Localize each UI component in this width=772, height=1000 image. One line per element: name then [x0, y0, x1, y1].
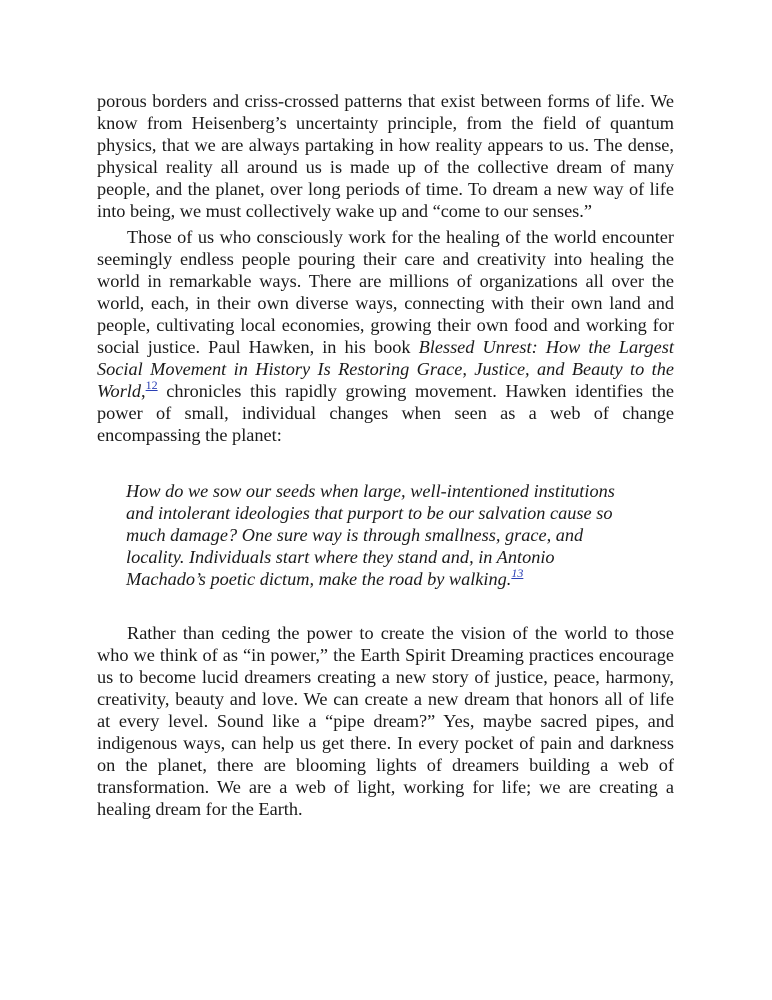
quote-line: much damage? One sure way is through smallness, grace, and: [126, 525, 584, 545]
quote-line: How do we sow our seeds when large, well-intentioned institutions: [126, 481, 615, 501]
hawken-quote: [126, 480, 634, 590]
paragraph-healing-world: [97, 226, 674, 446]
comma: ,: [141, 381, 146, 401]
quote-text: Machado’s poetic dictum, make the road by walking.: [126, 569, 512, 589]
paragraph-text: Those of us who consciously work for the healing of the world encounter seemingly endless people pouring their care and creativity into healing the world in remarkable ways. There are millions of organizations all over the world, each, in their own diverse ways, connecting with their own land and people, cultivating local economies, growing their own food and working for social justice. Paul Hawken, in his book: [97, 227, 674, 357]
footnote-link-12[interactable]: 12: [145, 377, 158, 392]
paragraph-text: chronicles this rapidly growing movement. Hawken identifies the power of small, individual changes when seen as a web of change encompassing the planet:: [97, 381, 674, 445]
paragraph-porous-borders: porous borders and criss-crossed patterns that exist between forms of life. We know from Heisenberg’s uncertainty principle, from the field of quantum physics, that we are always partaking in how reality appears to us. The dense, physical reality all around us is made up of the collective dream of many people, and the planet, over long periods of time. To dream a new way of life into being, we must collectively wake up and “come to our senses.”: [97, 91, 674, 221]
document-page: [97, 90, 674, 820]
paragraph-lucid-dreamers: Rather than ceding the power to create the vision of the world to those who we think of as “in power,” the Earth Spirit Dreaming practices encourage us to become lucid dreamers creating a new story of justice, peace, harmony, creativity, beauty and love. We can create a new dream that honors all of life at every level. Sound like a “pipe dream?” Yes, maybe sacred pipes, and indigenous ways, can help us get there. In every pocket of pain and darkness on the planet, there are blooming lights of dreamers building a web of transformation. We are a web of light, working for life; we are creating a healing dream for the Earth.: [97, 623, 674, 819]
quote-line: locality. Individuals start where they stand and, in Antonio: [126, 547, 555, 567]
quote-line-last: [126, 565, 634, 590]
quote-line: and intolerant ideologies that purport to be our salvation cause so: [126, 503, 613, 523]
footnote-link-13[interactable]: 13: [511, 565, 524, 580]
book-title: Blessed Unrest: How the Largest Social Movement in History Is Restoring Grace, Justice, and Beauty to the World: [97, 337, 674, 401]
